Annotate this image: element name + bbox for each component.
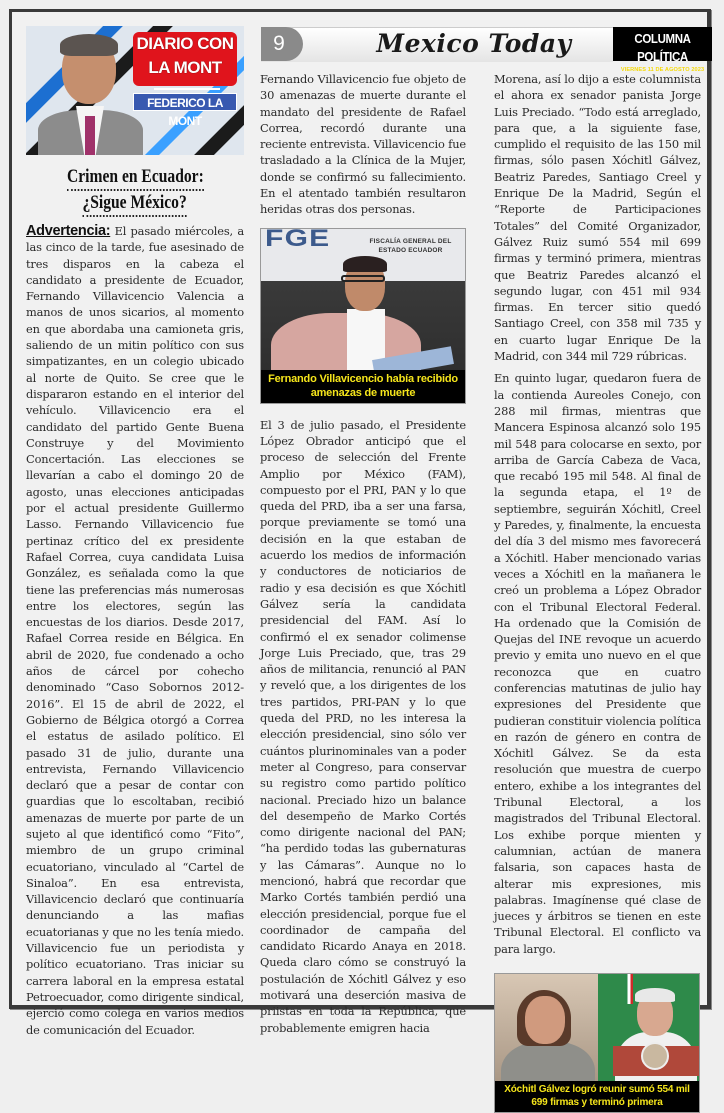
section-badge (613, 27, 712, 73)
paper-name: Mexico Today (376, 29, 572, 58)
issue-date: VIERNES 11 DE AGOSTO 2023 (620, 67, 705, 73)
photo-caption: Xóchitl Gálvez logró reunir sumó 554 mil 699 firmas y terminó primera (495, 1081, 699, 1112)
left-paragraph: El pasado miércoles, a las cinco de la tarde, fue asesinado de tres disparos en la cabeza el candidato a presidente de Ecuador, Fernando Villavicencio Valencia a manos de unos sicarios, al momento en que abordaba una camioneta gris, saliendo de un mitin político con sus simpatizantes, en un colegio ubicado al norte de Quito. Se cree que le dispararon estando en el interior del vehículo. Villavicencio era el candidato del partido Gente Buena Construye y del Movimiento Concertación. Las elecciones se llevarían a cabo el domingo 20 de agosto, unas elecciones anticipadas por el actual presidente Guillermo Lasso. Fernando Villavicencio fue pertinaz crítico del ex presidente Rafael Correa, cuya candidata Luisa González, es señalada como la que tiene las preferencias más numerosas entre los electores, según las encuestas de los diarios. Desde 2017, Rafael Correa reside en Bélgica. En abril de 2020, fue condenado a ocho años de cárcel por cohecho denominado “Caso Sobornos 2012-2016”. El 15 de abril de 2022, el Gobierno de Bélgica otorgó a Correa el estatus de asilado político. El pasado 31 de julio, durante una entrevista, Fernando Villavicencio declaró que a pesar de contar con guardias que lo escoltaban, recibió amenazas de muerte por parte de un sujeto al que identificó como “Fito”, miembro de un grupo criminal ecuatoriano, vinculado al “Cartel de Sinaloa”. En esa entrevista, Villavicencio declaró que continuaría denunciando a las mafias ecuatorianas y que no les tenía miedo. Villavicencio fue un periodista y político ecuatoriano. Tras iniciar su carrera laboral en la empresa estatal Petroecuador, como dirigente sindical, ejerció como colega en varios medios de comunicación del Ecuador. (26, 224, 244, 1037)
photo-sign-sub: FISCALÍA GENERAL DEL ESTADO ECUADOR (369, 237, 452, 254)
middle-paragraph-1: Fernando Villavicencio fue objeto de 30 amenazas de muerte durante el mandato del presidente de Rafael Correa, recordó durante una reciente entrevista. Villavicencio fue trasladado a la Clínica de la Mujer, donde se confirmó su fallecimiento. En el atentado también resultaron heridas otras dos personas. (260, 72, 466, 217)
pen-icon (154, 88, 220, 90)
right-column (494, 71, 701, 1113)
middle-paragraph-2: El 3 de julio pasado, el Presidente López Obrador anticipó que el proceso de selección del Frente Amplio por México (FAM), compuesto por el PRI, PAN y lo que queda del PRD, iba a ser una farsa, porque previamente se tomó una decisión en la que estaban de acuerdo los medios de información y conductores de noticiarios de radio y esa decisión es que Xóchitl Gálvez sería la candidata presidencial del FAM. Así lo confirmó el ex senador colimense Jorge Luis Preciado, que, tras 29 años de militancia, renunció al PAN y reveló que, a los dirigentes de los tres partidos, PRI-PAN y lo que queda del PRD, no les interesa la elección presidencial, sino sólo ver cuántos plurinominales van a poder meter al Congreso, para conservar su registro como partido político nacional. Preciado hizo un balance del desempeño de Marko Cortés como dirigente nacional del PAN; “ha perdido todas las gubernaturas y las Cámaras”. Aunque no lo mencionó, habrá que recordar que Marko Cortés también perdió una elección presidencial, porque fue el coordinador de campaña del candidato Ricardo Anaya en 2018. Queda claro cómo se construyó la postulación de Xóchitl Gálvez y eso motivará una deserción masiva de priistas en toda la República, que probablemente emigren hacia (260, 417, 466, 1035)
right-paragraph-2: En quinto lugar, quedaron fuera de la contienda Aureoles Conejo, con 288 mil firmas, mientras que Mancera Espinosa alcanzó solo 195 mil 548 para colocarse en sexto, por arriba de García Cabeza de Vaca, que recabó 195 mil 548. Al final de la segunda etapa, el 1º de septiembre, seguirán Xóchitl, Creel y Paredes, y, finalmente, la encuesta del día 3 del mismo mes favorecerá a Xóchitl. Haber mencionado varias veces a Xóchitl en la mañanera le creó un problema a López Obrador con el Tribunal Electoral Federal. Ha ordenado que la Comisión de Quejas del INE revoque un acuerdo previo y emita uno nuevo en el que reconozca que en cuatro conferencias matutinas de julio hay expresiones del Presidente que pudieran constituir violencia política en razón de género en contra de Xóchitl Gálvez. Se da esta resolución que muestra de cuerpo entero, exhibe a los integrantes del Tribunal Electoral, a los magistrados del Tribunal Electoral. Los exhibe porque mienten y calumnian, actúan de manera falsaria, son capaces hasta de alterar mis expresiones, mis palabras. Imagínense qué clase de jueces y árbitros se tienen en este Tribunal Electoral. El conflicto va para largo. (494, 371, 701, 956)
banner-author: FEDERICO LA MONT (133, 93, 237, 111)
galvez-amlo-photo (494, 973, 700, 1113)
photo-caption: Fernando Villavicencio había recibido amenazas de muerte (261, 370, 465, 403)
columnist-photo (38, 34, 143, 155)
article-headline: Crimen en Ecuador: ¿Sigue México? (26, 165, 244, 217)
right-paragraph-1: Morena, así lo dijo a este columnista el ahora ex senador panista Jorge Luis Preciado. “Todo está arreglado, para que, a la siguiente fase, cumplido el requisito de las 150 mil firmas, sólo pasen Xóchitl Gálvez, Beatriz Paredes, Santiago Creel y Enrique De la Madrid, Según el “Reporte de Participaciones Totales” del Comité Organizador, Gálvez Ruiz sumó 554 mil 699 firmas y terminó primera, mientras que Beatriz Paredes alcanzó el segundo lugar, con 451 mil 934 firmas. En tercer sitio quedó Santiago Creel, con 358 mil 735 y en cuarto lugar Enrique De la Madrid, con 344 mil 729 rúbricas. (494, 72, 701, 364)
left-column-text (26, 223, 244, 1038)
villavicencio-photo (260, 228, 466, 404)
middle-column (260, 71, 466, 1036)
page-number: 9 (261, 27, 303, 61)
masthead (261, 27, 712, 73)
left-column (26, 26, 244, 1038)
lead-label: Advertencia: (26, 223, 111, 239)
banner-title: DIARIO CON LA MONT (133, 32, 237, 86)
section-title: COLUMNA POLÍTICA (634, 32, 691, 64)
photo-sign: FGE (265, 227, 331, 252)
columnist-banner (26, 26, 244, 155)
seal-icon (641, 1042, 669, 1070)
